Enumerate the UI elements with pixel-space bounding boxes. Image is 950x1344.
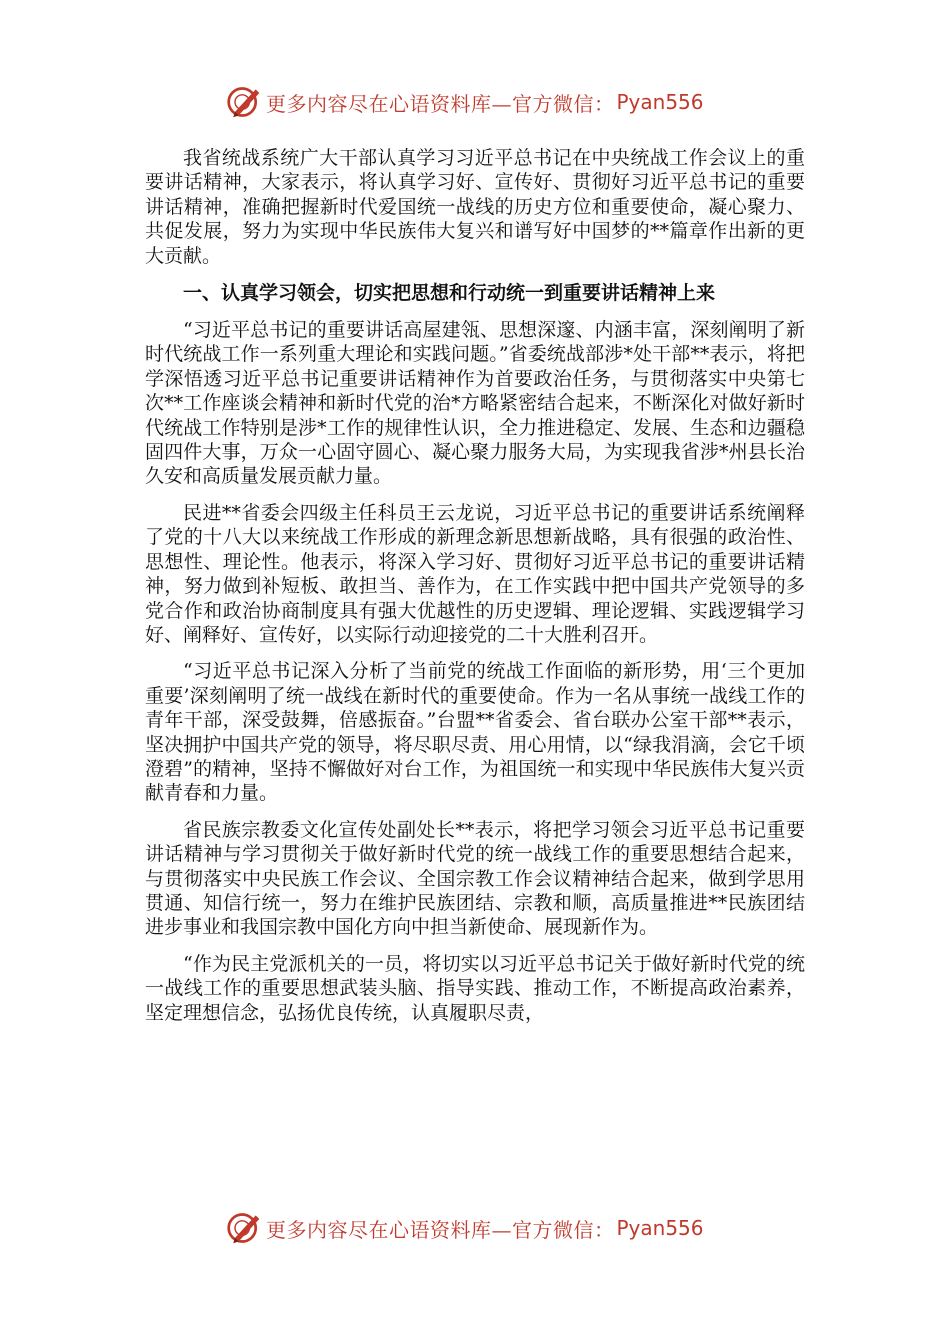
body-paragraph: 民进**省委会四级主任科员王云龙说，习近平总书记的重要讲话系统阐释了党的十八大以来统战工作形成的新理念新思想新战略，具有很强的政治性、思想性、理论性。他表示，将深入学习好、贯彻好习近平总书记的重要讲话精神，努力做到补短板、敢担当、善作为，在工作实践中把中国共产党领导的多党合作和政治协商制度具有强大优越性的历史逻辑、理论逻辑、实践逻辑学习好、阐释好、宣传好，以实际行动迎接党的二十大胜利召开。 xyxy=(145,501,805,646)
watermark-wechat-id: Pyan556 xyxy=(616,90,704,114)
body-paragraph: 省民族宗教委文化宣传处副处长**表示，将把学习领会习近平总书记重要讲话精神与学习贯彻关于做好新时代党的统一战线工作的重要思想结合起来，与贯彻落实中央民族工作会议、全国宗教工作会议精神结合起来，做到学思用贯通、知信行统一，努力在维护民族团结、宗教和顺，高质量推进**民族团结进步事业和我国宗教中国化方向中担当新使命、展现新作为。 xyxy=(145,818,805,939)
body-paragraph: “作为民主党派机关的一员，将切实以习近平总书记关于做好新时代党的统一战线工作的重要思想武装头脑、指导实践、推动工作，不断提高政治素养，坚定理想信念，弘扬优良传统，认真履职尽责， xyxy=(145,952,805,1024)
intro-paragraph: 我省统战系统广大干部认真学习习近平总书记在中央统战工作会议上的重要讲话精神，大家表示，将认真学习好、宣传好、贯彻好习近平总书记的重要讲话精神，准确把握新时代爱国统一战线的历史方位和重要使命，凝心聚力、共促发展，努力为实现中华民族伟大复兴和谱写好中国梦的**篇章作出新的更大贡献。 xyxy=(145,147,805,267)
pen-logo-icon xyxy=(226,1210,262,1246)
pen-logo-icon xyxy=(226,84,262,120)
watermark-text: 更多内容尽在心语资料库—官方微信： xyxy=(266,1217,615,1242)
section-heading: 一、认真学习领会，切实把思想和行动统一到重要讲话精神上来 xyxy=(183,282,716,305)
body-paragraph: “习近平总书记的重要讲话高屋建瓴、思想深邃、内涵丰富，深刻阐明了新时代统战工作一系列重大理论和实践问题。”省委统战部涉*处干部**表示，将把学深悟透习近平总书记重要讲话精神作为首要政治任务，与贯彻落实中央第七次**工作座谈会精神和新时代党的治*方略紧密结合起来，不断深化对做好新时代统战工作特别是涉*工作的规律性认识，全力推进稳定、发展、生态和边疆稳固四件大事，万众一心固守圆心、凝心聚力服务大局，为实现我省涉*州县长治久安和高质量发展贡献力量。 xyxy=(145,319,805,488)
footer-watermark xyxy=(226,1208,704,1248)
body-paragraph: “习近平总书记深入分析了当前党的统战工作面临的新形势，用‘三个更加重要’深刻阐明了统一战线在新时代的重要使命。作为一名从事统一战线工作的青年干部，深受鼓舞，倍感振奋。”台盟**省委会、省台联办公室干部**表示，坚决拥护中国共产党的领导，将尽职尽责、用心用情，以“绿我涓滴，会它千顷澄碧”的精神，坚持不懈做好对台工作，为祖国统一和实现中华民族伟大复兴贡献青春和力量。 xyxy=(145,660,805,805)
watermark-text: 更多内容尽在心语资料库—官方微信： xyxy=(266,91,615,116)
document-body xyxy=(145,146,805,1037)
watermark-wechat-id: Pyan556 xyxy=(616,1216,704,1240)
header-watermark xyxy=(226,82,704,122)
